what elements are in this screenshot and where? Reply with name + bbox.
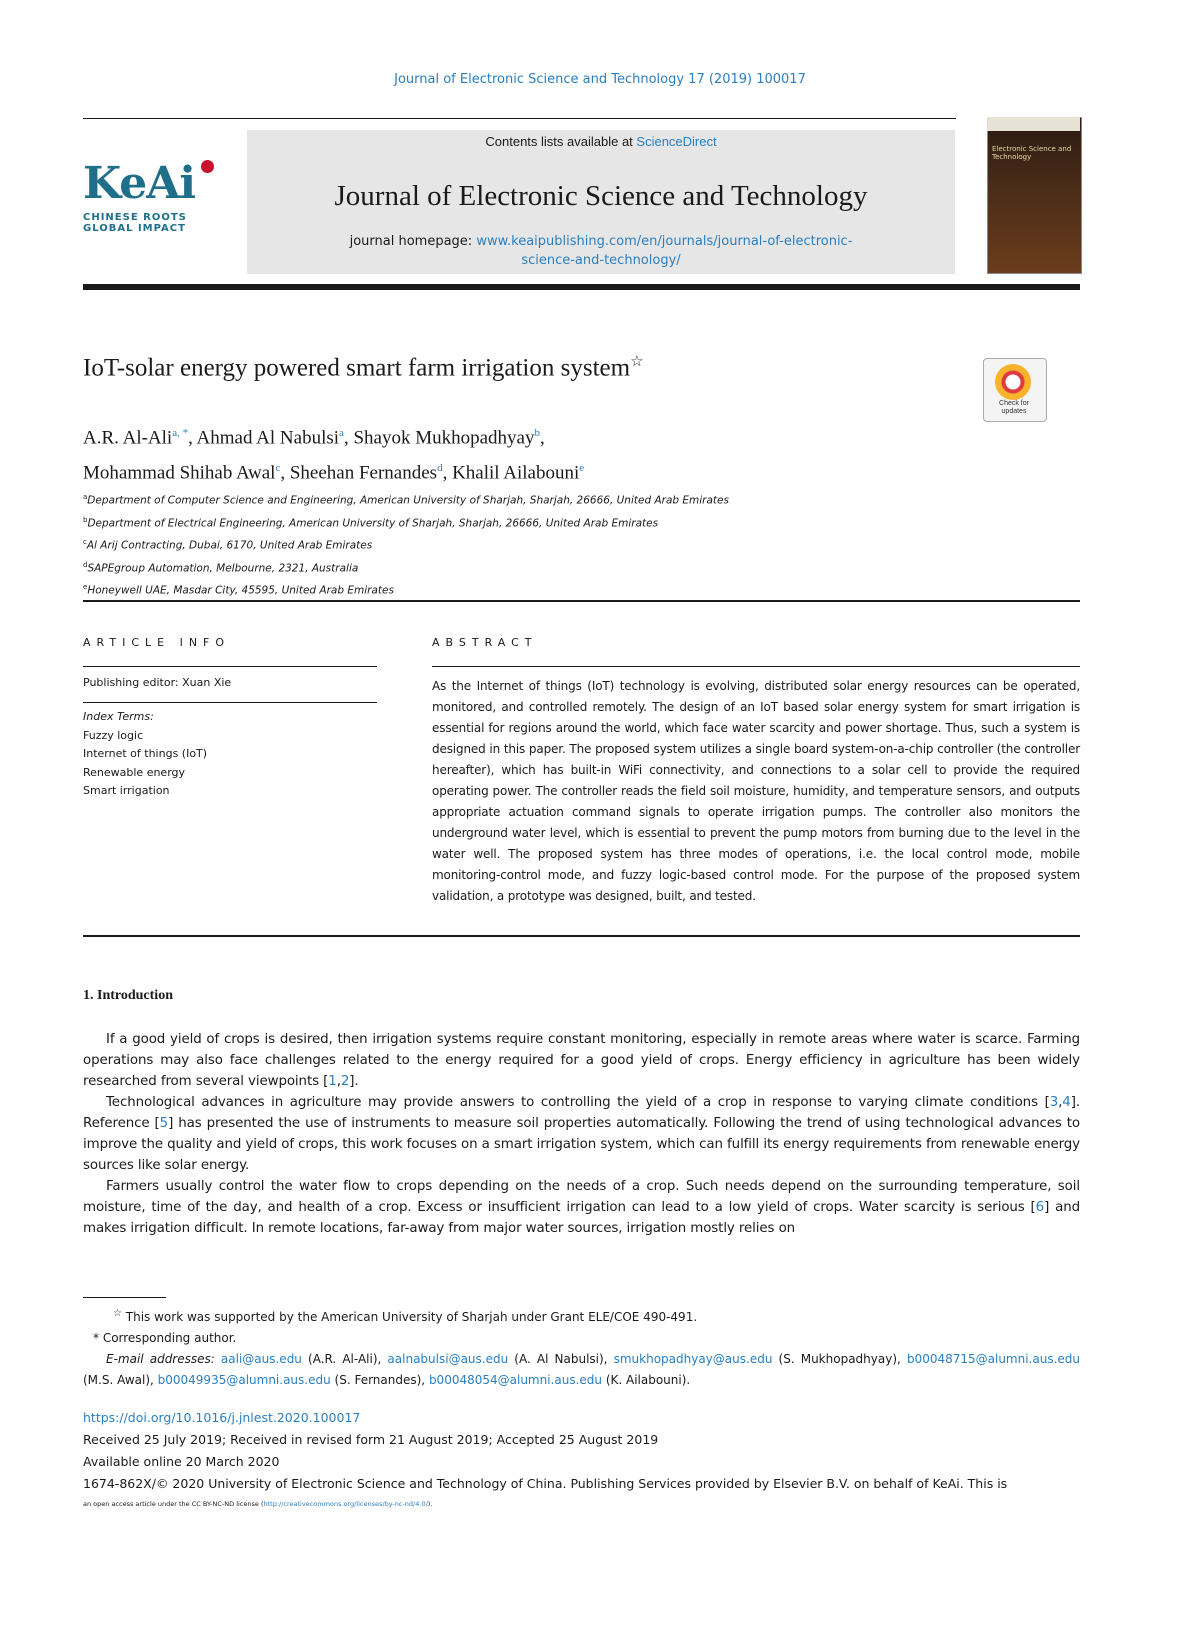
author-name[interactable]: Shayok Mukhopadhyay (353, 427, 535, 449)
author-affiliation-mark[interactable]: e (579, 462, 585, 475)
article-info-rule (83, 666, 377, 667)
text: ]. (349, 1074, 359, 1089)
citation-link[interactable]: 5 (159, 1116, 169, 1131)
journal-cover-image (987, 117, 1082, 274)
footnote-mark: ☆ (113, 1308, 122, 1319)
received-dates: Received 25 July 2019; Received in revised form 21 August 2019; Accepted 25 August 2019 (83, 1432, 659, 1447)
footnotes (83, 1303, 1080, 1391)
index-terms-label: Index Terms: (83, 710, 154, 723)
open-access-statement (83, 1500, 432, 1508)
text: ] has presented the use of instruments to measure soil properties automatically. Following the trend of using technological advances to improve the quality and yield of crops, this work focuses on a smart irrigation system, which can fulfill its energy requirements from renewable energy sources like solar energy. (83, 1116, 1080, 1173)
email-owner: (K. Ailabouni). (602, 1373, 691, 1387)
logo-word: KeAi (83, 158, 196, 209)
email-link[interactable]: aalnabulsi@aus.edu (387, 1352, 509, 1366)
license-link[interactable]: http://creativecommons.org/licenses/by-nc-nd/4.0/ (263, 1500, 428, 1508)
citation-link[interactable]: 4 (1062, 1095, 1071, 1110)
index-term: Internet of things (IoT) (83, 747, 208, 760)
sciencedirect-link[interactable]: ScienceDirect (636, 134, 717, 149)
author-name[interactable]: Sheehan Fernandes (289, 462, 438, 484)
publishing-editor: Publishing editor: Xuan Xie (83, 676, 232, 689)
cover-title: Electronic Science and Technology (992, 145, 1072, 161)
affiliation-key: b (83, 515, 88, 524)
index-terms (83, 708, 207, 801)
paragraph (83, 1176, 1080, 1239)
article-info-rule-2 (83, 702, 377, 703)
paper-title (83, 352, 644, 382)
affiliation (83, 488, 729, 511)
homepage-link-2[interactable]: science-and-technology/ (521, 253, 681, 268)
email-owner: (A. Al Nabulsi), (508, 1352, 614, 1366)
affiliation-key: c (83, 538, 87, 546)
footnote-corresponding (83, 1328, 1080, 1349)
text: Technological advances in agriculture may provide answers to controlling the yield of a crop in response to varying climate conditions [ (106, 1095, 1050, 1110)
section-heading-introduction: 1. Introduction (83, 988, 173, 1003)
article-info-heading: ARTICLE INFO (83, 636, 231, 649)
affiliation (83, 578, 729, 601)
citation-link[interactable]: 3 (1049, 1095, 1059, 1110)
affiliation-text: Honeywell UAE, Masdar City, 45595, United Arab Emirates (87, 584, 394, 597)
email-link[interactable]: b00049935@alumni.aus.edu (157, 1373, 331, 1387)
text: ]. Reference [ (83, 1095, 1080, 1131)
cover-band (987, 117, 1080, 131)
check-for-updates-label[interactable]: Check for updates (999, 400, 1029, 415)
logo-tagline (83, 212, 223, 234)
journal-homepage (270, 232, 932, 270)
copyright: 1674-862X/© 2020 University of Electronic Science and Technology of China. Publishing Services provided by Elsevier B.V. on behalf of KeAi. This is (83, 1476, 1008, 1491)
crossmark-icon[interactable] (995, 364, 1031, 400)
footnote-emails (83, 1349, 1080, 1391)
index-term: Renewable energy (83, 765, 186, 779)
email-link[interactable]: b00048715@alumni.aus.edu (906, 1352, 1080, 1366)
email-owner: (S. Mukhopadhyay), (772, 1352, 907, 1366)
logo-tagline-1: CHINESE ROOTS (83, 212, 187, 223)
journal-title: Journal of Electronic Science and Technology (334, 180, 868, 212)
email-label: E-mail addresses: (106, 1352, 221, 1366)
author-affiliation-mark[interactable]: a (339, 427, 344, 439)
email-link[interactable]: smukhopadhyay@aus.edu (613, 1352, 773, 1366)
affiliation-text: Al Arij Contracting, Dubai, 6170, United Arab Emirates (86, 539, 373, 552)
paper-title-text: IoT-solar energy powered smart farm irrigation system (83, 354, 631, 382)
affiliations (83, 488, 729, 601)
footnote-mark: * (93, 1331, 99, 1345)
running-head[interactable]: Journal of Electronic Science and Technology 17 (2019) 100017 (394, 72, 806, 87)
text: Corresponding author. (99, 1331, 237, 1345)
citation-link[interactable]: 6 (1035, 1200, 1045, 1215)
citation-link[interactable]: 1 (328, 1074, 337, 1089)
abstract-rule (432, 666, 1080, 667)
affiliation-text: SAPEgroup Automation, Melbourne, 2321, Australia (87, 562, 359, 574)
contents-prefix: Contents lists available at (485, 134, 637, 149)
authors-line-1: A.R. Al-Ali$^{a, *}$, Ahmad Al Nabulsi$^a$, Shayok Mukhopadhyay$^b$, (83, 427, 545, 449)
authors-line-2: Mohammad Shihab Awal$^c$, Sheehan Fernandes$^d$, Khalil Ailabouni$^e$ (83, 462, 585, 484)
affiliation-key: d (83, 560, 88, 569)
index-term: Fuzzy logic (83, 728, 144, 742)
text: ] and makes irrigation difficult. In remote locations, far-away from major water sources, irrigation mostly relies on (83, 1200, 1080, 1236)
keai-logo (83, 158, 223, 247)
author-affiliation-mark[interactable]: a, * (172, 427, 189, 439)
citation-link[interactable]: 2 (340, 1074, 350, 1089)
author-name[interactable]: Khalil Ailabouni (452, 462, 580, 484)
homepage-prefix: journal homepage: (349, 234, 477, 249)
logo-tagline-2: GLOBAL IMPACT (83, 223, 186, 234)
email-link[interactable]: b00048054@alumni.aus.edu (428, 1373, 602, 1387)
section-rule (83, 600, 1080, 602)
affiliation-key: e (83, 583, 88, 591)
email-owner: (S. Fernandes), (330, 1373, 429, 1387)
author-affiliation-mark[interactable]: b (534, 427, 540, 439)
logo-dot-icon (201, 160, 214, 173)
abstract-heading: ABSTRACT (432, 636, 538, 649)
doi-link[interactable]: https://doi.org/10.1016/j.jnlest.2020.100017 (83, 1410, 361, 1425)
author-affiliation-mark[interactable]: c (275, 462, 281, 475)
paragraph: If a good yield of crops is desired, then irrigation systems require constant monitoring, especially in remote areas where water is scarce. Farming operations may also face challenges related to the energy required for a good yield of crops. Energy efficiency in agriculture has been widely researched from several viewpoints [1,2]. (83, 1032, 1080, 1089)
affiliation (83, 511, 729, 534)
top-rule (83, 118, 956, 119)
authors (83, 418, 584, 489)
text: Farmers usually control the water flow to crops depending on the needs of a crop. Such needs depend on the surrounding temperature, soil moisture, time of the day, and health of a crop. Excess or insufficient irrigation can lead to a low yield of crops. Water scarcity is serious [ (83, 1179, 1080, 1215)
abstract-text: As the Internet of things (IoT) technology is evolving, distributed solar energy resources can be operated, monitored, and controlled remotely. The design of an IoT based solar energy system for smart irrigation is essential for regions around the world, which face water scarcity and power shortage. Thus, such a system is designed in this paper. The proposed system utilizes a single board system-on-a-chip controller (the controller hereafter), which has built-in WiFi connectivity, and connections to a solar cell to provide the required operating power. The controller reads the field soil moisture, humidity, and temperature sensors, and outputs appropriate actuation command signals to operate irrigation pumps. The controller also monitors the underground water level, which is essential to prevent the pump motors from burning due to the level in the water well. The proposed system has three modes of operations, i.e. the local control mode, mobile monitoring-control mode, and fuzzy logic-based control mode. For the purpose of the proposed system validation, a prototype was designed, built, and tested. (432, 679, 1080, 903)
author-name[interactable]: Mohammad Shihab Awal (83, 462, 276, 484)
homepage-link-1[interactable]: www.keaipublishing.com/en/journals/journal-of-electronic- (476, 234, 853, 249)
affiliation (83, 556, 729, 579)
contents-line (247, 134, 955, 149)
email-owner: (M.S. Awal), (83, 1373, 158, 1387)
author-affiliation-mark[interactable]: d (437, 462, 443, 475)
text: an open access article under the CC BY-NC-ND license ( (83, 1500, 264, 1508)
author-name[interactable]: A.R. Al-Ali (83, 427, 173, 449)
footnote-funding (83, 1303, 1080, 1328)
available-online: Available online 20 March 2020 (83, 1454, 280, 1469)
affiliation-key: a (83, 493, 88, 501)
index-term: Smart irrigation (83, 784, 170, 797)
affiliation-text: Department of Computer Science and Engineering, American University of Sharjah, Sharjah, 26666, United Arab Emirates (87, 494, 729, 507)
text: This work was supported by the American University of Sharjah under Grant ELE/COE 490-491. (121, 1310, 698, 1324)
section-rule-2 (83, 935, 1080, 937)
paragraph: Technological advances in agriculture may provide answers to controlling the yield of a crop in response to varying climate conditions [3,4]. Reference [5] has presented the use of instruments to measure soil properties automatically. Following the trend of using technological advances to improve the quality and yield of crops, this work focuses on a smart irrigation system, which can fulfill its energy requirements from renewable energy sources like solar energy. (83, 1095, 1080, 1173)
affiliation (83, 533, 729, 556)
text: ). (427, 1500, 433, 1508)
header-thick-rule (83, 284, 1080, 290)
email-link[interactable]: aali@aus.edu (220, 1352, 302, 1366)
author-name[interactable]: Ahmad Al Nabulsi (196, 427, 340, 449)
text: If a good yield of crops is desired, then irrigation systems require constant monitoring, especially in remote areas where water is scarce. Farming operations may also face challenges related to the energy required for a good yield of crops. Energy efficiency in agriculture has been widely researched from several viewpoints [ (83, 1032, 1080, 1089)
body-text (83, 1029, 1080, 1239)
email-owner: (A.R. Al-Ali), (301, 1352, 388, 1366)
affiliation-text: Department of Electrical Engineering, American University of Sharjah, Sharjah, 26666, United Arab Emirates (87, 517, 659, 529)
title-footnote-mark[interactable]: ☆ (630, 354, 644, 370)
footnote-rule (83, 1297, 166, 1298)
